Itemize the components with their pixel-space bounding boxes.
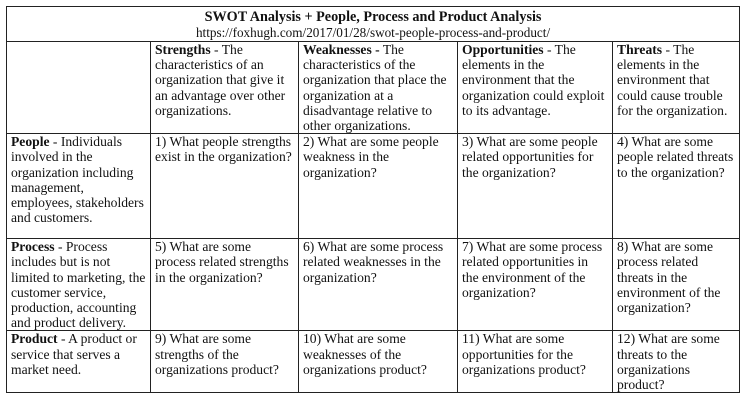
column-heading: Strengths	[155, 42, 211, 57]
table-cell: 10) What are some weaknesses of the organizations product?	[299, 331, 458, 393]
table-cell: 12) What are some threats to the organizations product?	[613, 331, 740, 393]
column-description: - The elements in the environment that could cause trouble for the organization.	[617, 42, 728, 118]
column-header-opportunities	[458, 42, 613, 134]
table-cell: 4) What are some people related threats to the organization?	[613, 134, 740, 239]
table-row-process	[7, 239, 740, 331]
table-cell: 6) What are some process related weaknesses in the organization?	[299, 239, 458, 331]
title-row	[7, 7, 740, 42]
table-cell: 5) What are some process related strengths in the organization?	[151, 239, 299, 331]
row-heading: Process	[11, 239, 55, 255]
table-cell: 2) What are some people weakness in the organization?	[299, 134, 458, 239]
swot-document	[6, 6, 739, 393]
row-heading: People	[11, 134, 50, 150]
document-title: SWOT Analysis + People, Process and Product Analysis	[204, 9, 542, 25]
table-cell: 8) What are some process related threats in the environment of the organization?	[613, 239, 740, 331]
column-heading: Weaknesses -	[303, 42, 380, 57]
title-cell	[7, 7, 740, 42]
swot-table	[6, 6, 740, 393]
table-cell: 11) What are some opportunities for the organizations product?	[458, 331, 613, 393]
column-description: - The elements in the environment that the organization could exploit to its advantage.	[462, 42, 605, 118]
row-heading: Product	[11, 331, 58, 347]
column-header-strengths	[151, 42, 299, 134]
table-cell: 7) What are some process related opportunities in the environment of the organization?	[458, 239, 613, 331]
column-heading: Threats	[617, 42, 663, 57]
row-description: - Individuals involved in the organization including management, employees, stakeholders and customers.	[11, 134, 144, 226]
row-header-product	[7, 331, 151, 393]
table-cell: 1) What people strengths exist in the organization?	[151, 134, 299, 239]
table-row-product	[7, 331, 740, 393]
header-row	[7, 42, 740, 134]
table-cell: 3) What are some people related opportunities for the organization?	[458, 134, 613, 239]
row-header-people	[7, 134, 151, 239]
source-url: https://foxhugh.com/2017/01/28/swot-people-process-and-product/	[195, 25, 551, 40]
column-header-threats	[613, 42, 740, 134]
row-description: - Process includes but is not limited to marketing, the customer service, production, accounting and product delivery.	[11, 239, 146, 331]
row-description: - A product or service that serves a market need.	[11, 331, 137, 377]
column-header-weaknesses	[299, 42, 458, 134]
column-description: - The characteristics of an organization that give it an advantage over other organizations.	[155, 42, 286, 118]
table-row-people	[7, 134, 740, 239]
row-header-process	[7, 239, 151, 331]
column-heading: Opportunities	[462, 42, 544, 57]
table-cell: 9) What are some strengths of the organizations product?	[151, 331, 299, 393]
column-description: The characteristics of the organization that place the organization at a disadvantage relative to other organizations.	[303, 42, 447, 134]
corner-cell	[7, 42, 151, 134]
